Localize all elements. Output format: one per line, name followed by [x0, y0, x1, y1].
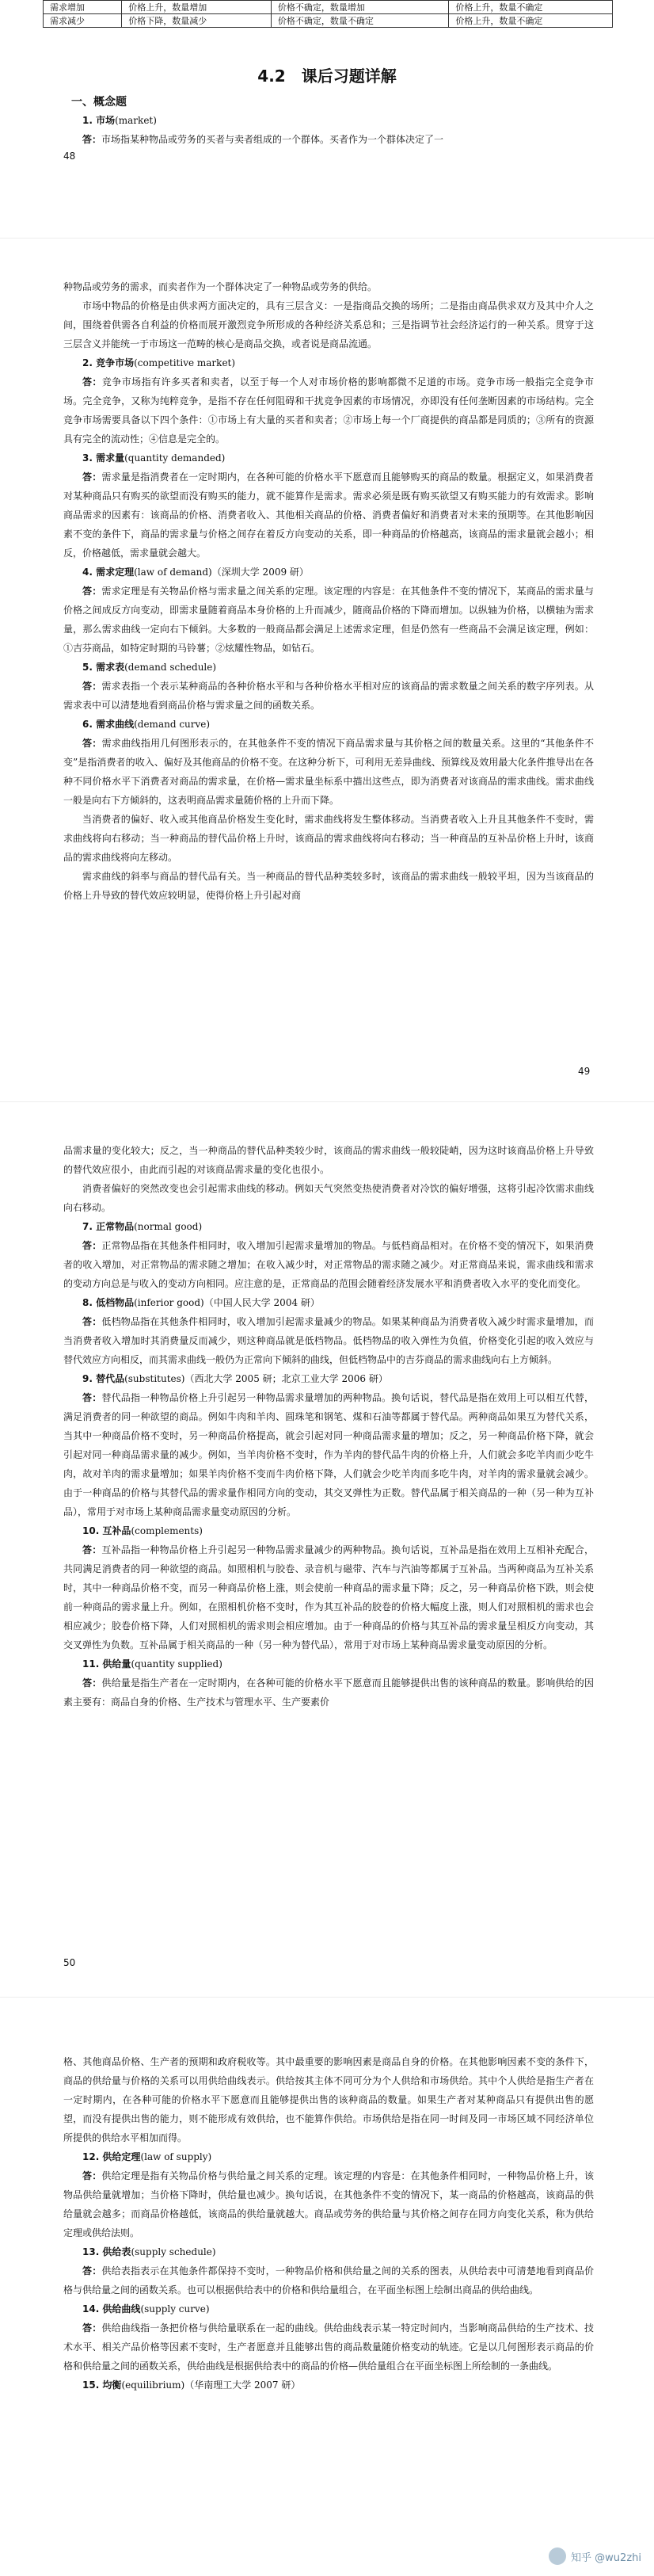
answer-label: 答： [82, 586, 102, 597]
term-heading [63, 1293, 594, 1312]
term-heading [63, 2147, 594, 2166]
answer-text: 低档物品指在其他条件相同时，收入增加引起需求量减少的物品。如果某种商品为消费者收入减少时需求量增加，而当消费者收入增加时其消费量反而减少，则这种商品就是低档物品。低档物品的收入弹性为负值，价格变化引起的收入效应与替代效应方向相反，而其需求曲线一般仍为正常向下倾斜的曲线，但低档物品中的吉芬商品的需求曲线向右上方倾斜。 [63, 1316, 594, 1365]
term-tag: (quantity demanded) [124, 452, 226, 464]
term-heading [63, 563, 594, 582]
answer-paragraph [63, 1236, 594, 1293]
term-heading [63, 448, 594, 467]
term-heading [63, 1217, 594, 1236]
term-title: 11. 供给量 [82, 1658, 131, 1670]
answer-label: 答： [82, 1316, 102, 1327]
term-heading [63, 111, 594, 130]
answer-label: 答： [82, 2322, 102, 2334]
answer-paragraph [63, 1388, 594, 1521]
table-row [44, 1, 613, 14]
page-number: 50 [63, 1957, 76, 1968]
term-tag: (complements) [131, 1525, 203, 1536]
answer-label: 答： [82, 1677, 102, 1689]
answer-label: 答： [82, 1544, 102, 1555]
page-number: 49 [578, 1066, 591, 1077]
paragraph: 种物品或劳务的需求，而卖者作为一个群体决定了一种物品或劳务的供给。 [63, 281, 378, 292]
page-divider [0, 1997, 654, 1998]
term-tag: (law of supply) [140, 2151, 212, 2162]
table-cell: 需求增加 [44, 1, 122, 14]
answer-paragraph [63, 734, 594, 810]
term-title: 7. 正常物品 [82, 1221, 135, 1232]
answer-paragraph [63, 467, 594, 563]
term-heading [63, 353, 594, 372]
answer-text: 供给定理是指有关物品价格与供给量之间关系的定理。该定理的内容是：在其他条件相同时，一种物品价格上升，该物品供给量就增加；当价格下降时，供给量也减少。换句话说，在其他条件不变的情况下，某一商品的价格越高，该商品的供给量就会越多；而商品价格越低，该商品的供给量就越大。商品或劳务的供给量与其价格之间存在同方向变化关系，称为供给定理或供给法则。 [63, 2170, 594, 2238]
term-heading [63, 2242, 594, 2261]
text-block-page48-top [63, 111, 594, 149]
concepts-heading: 一、概念题 [71, 96, 127, 109]
watermark-text: 知乎 @wu2zhi [571, 2551, 641, 2564]
paragraph: 格、其他商品价格、生产者的预期和政府税收等。其中最重要的影响因素是商品自身的价格。在其他影响因素不变的条件下，商品的供给量与价格的关系可以用供给曲线表示。供给按其主体不同可分为个人供给和市场供给。其中个人供给是指生产者在一定时期内，在各种可能的价格水平下愿意而且能够提供出售的该种商品的数量。如果生产者对某种商品只有提供出售的愿望，而没有提供出售的能力，则不能形成有效供给，也不能算作供给。市场供给是指在同一时间及同一市场区域不同经济单位所提供的供给水平相加而得。 [63, 2056, 594, 2143]
answer-paragraph [63, 1673, 594, 1712]
term-heading [63, 1521, 594, 1540]
answer-paragraph [63, 2166, 594, 2242]
table-cell: 价格不确定，数量不确定 [271, 14, 448, 28]
term-title: 8. 低档物品 [82, 1297, 135, 1308]
term-title: 9. 替代品 [82, 1373, 125, 1384]
term-tag: (equilibrium)（华南理工大学 2007 研） [121, 2379, 301, 2391]
answer-text: 市场指某种物品或劳务的买者与卖者组成的一个群体。买者作为一个群体决定了一 [101, 134, 444, 145]
text-block-page50 [63, 1141, 594, 1712]
paragraph: 品需求量的变化较大；反之，当一种商品的替代品种类较少时，该商品的需求曲线一般较陡峭，因为这时该商品价格上升导致的替代效应很小，由此而引起的对该商品需求量的变化也很小。 [63, 1145, 594, 1175]
answer-text: 正常物品指在其他条件相同时，收入增加引起需求量增加的物品。与低档商品相对。在价格不变的情况下，如果消费者的收入增加，对正常物品的需求随之增加；在收入减少时，对正常物品的需求随之减少。对正常商品来说，需求曲线和需求的变动方向总是与收入的变动方向相同。应注意的是，正常商品的范围会随着经济发展水平和消费者收入水平的变化而变化。 [63, 1240, 594, 1289]
table-cell: 价格上升，数量增加 [122, 1, 272, 14]
answer-paragraph [63, 2261, 594, 2299]
term-tag: (substitutes)（西北大学 2005 研；北京工业大学 2006 研） [124, 1373, 388, 1384]
table-cell: 价格上升，数量不确定 [449, 14, 613, 28]
term-title: 12. 供给定理 [82, 2151, 141, 2162]
term-heading [63, 715, 594, 734]
answer-text: 供给量是指生产者在一定时期内，在各种可能的价格水平下愿意而且能够提供出售的该种商品的数量。影响供给的因素主要有：商品自身的价格、生产技术与管理水平、生产要素价 [63, 1677, 594, 1708]
term-tag: (inferior good)（中国人民大学 2004 研） [134, 1297, 320, 1308]
term-title: 5. 需求表 [82, 662, 125, 673]
answer-label: 答： [82, 681, 102, 692]
term-tag: (competitive market) [134, 357, 236, 368]
answer-label: 答： [82, 134, 102, 145]
table-cell: 价格不确定，数量增加 [271, 1, 448, 14]
answer-text: 替代品指一种物品价格上升引起另一种物品需求量增加的两种物品。换句话说，替代品是指在效用上可以相互代替，满足消费者的同一种欲望的商品。例如牛肉和羊肉、圆珠笔和钢笔、煤和石油等都属于替代品。两种商品如果互为替代关系，当其中一种商品价格不变时，另一种商品价格提高，就会引起对同一种商品需求量的增加；反之，另一种商品价格下降，就会引起对同一种商品需求量的减少。例如，当羊肉价格不变时，作为羊肉的替代品牛肉的价格上升，人们就会多吃羊肉而少吃牛肉，故对羊肉的需求量增加；如果羊肉价格不变而牛肉价格下降，人们就会少吃羊肉而多吃牛肉，对羊肉的需求量就会减少。由于一种商品的价格与其替代品的需求量作相同方向的变动，其交叉弹性为正数。替代品属于相关商品的一种（另一种为互补品），常用于对市场上某种商品需求量变动原因的分析。 [63, 1392, 594, 1517]
table-cell: 价格下降，数量减少 [122, 14, 272, 28]
answer-paragraph [63, 677, 594, 715]
comparison-table-fragment [43, 0, 613, 28]
answer-text: 供给曲线指一条把价格与供给量联系在一起的曲线。供给曲线表示某一特定时间内，当影响商品供给的生产技术、技术水平、相关产品价格等因素不变时，生产者愿意并且能够出售的商品数量随价格变动的轨迹。它是以几何图形表示商品的价格和供给量之间的函数关系，供给曲线是根据供给表中的商品的价格—供给量组合在平面坐标图上所绘制的一条曲线。 [63, 2322, 594, 2372]
page-divider [0, 238, 654, 239]
text-block-page51 [63, 2052, 594, 2395]
answer-paragraph [63, 130, 594, 149]
paragraph: 市场中物品的价格是由供求两方面决定的，具有三层含义：一是指商品交换的场所；二是指由商品供求双方及其中介人之间，围绕着供需各自利益的价格而展开激烈竞争所形成的各种经济关系总和；三是指调节社会经济运行的一种关系。贯穿于这三层含义并能统一于市场这一范畴的核心是商品交换，或者说是商品流通。 [63, 300, 594, 349]
term-tag: (market) [115, 115, 157, 126]
answer-paragraph [63, 582, 594, 658]
term-heading [63, 2376, 594, 2395]
answer-text: 供给表指表示在其他条件都保持不变时，一种物品价格和供给量之间的关系的图表，从供给表中可清楚地看到商品价格与供给量之间的函数关系。也可以根据供给表中的价格和供给量组合，在平面坐标图上绘制出商品的供给曲线。 [63, 2265, 594, 2296]
term-title: 1. 市场 [82, 115, 116, 126]
page-divider [0, 1101, 654, 1102]
paragraph: 当消费者的偏好、收入或其他商品价格发生变化时，需求曲线将发生整体移动。当消费者收入上升且其他条件不变时，需求曲线将向右移动；当一种商品的替代品价格上升时，该商品的需求曲线将向右移动；当一种商品的互补品价格上升时，该商品的需求曲线将向左移动。 [63, 814, 594, 863]
term-heading [63, 1654, 594, 1673]
term-tag: (supply schedule) [131, 2246, 216, 2257]
term-tag: (supply curve) [140, 2303, 210, 2315]
answer-label: 答： [82, 1392, 102, 1403]
term-tag: (demand curve) [134, 719, 211, 730]
answer-label: 答： [82, 376, 102, 387]
paragraph: 需求曲线的斜率与商品的替代品有关。当一种商品的替代品种类较多时，该商品的需求曲线一般较平坦，因为当该商品的价格上升导致的替代效应较明显，使得价格上升引起对商 [63, 871, 594, 901]
term-tag: (quantity supplied) [131, 1658, 222, 1670]
answer-label: 答： [82, 738, 102, 749]
answer-text: 互补品指一种物品价格上升引起另一种物品需求量减少的两种物品。换句话说，互补品是指在效用上互相补充配合，共同满足消费者的同一种欲望的商品。如照相机与胶卷、录音机与磁带、汽车与汽油等都属于互补品。当两种商品为互补关系时，其中一种商品价格不变，而另一种商品价格上涨，则会使前一种商品的需求量下降；反之，另一种商品价格下跌，则会使前一种商品的需求量上升。例如，在照相机价格不变时，作为其互补品的胶卷的价格大幅度上涨，则人们对照相机的需求也会相应减少；胶卷价格下降，人们对照相机的需求则会相应增加。由于一种商品的价格与其互补品的需求量呈相反方向变动，其交叉弹性为负数。互补品属于相关商品的一种（另一种为替代品），常用于对市场上某种商品需求量变动原因的分析。 [63, 1544, 594, 1651]
term-title: 6. 需求曲线 [82, 719, 135, 730]
term-title: 2. 竞争市场 [82, 357, 135, 368]
term-heading [63, 658, 594, 677]
answer-label: 答： [82, 2170, 102, 2181]
page-number: 48 [63, 151, 76, 162]
section-title: 4.2 课后习题详解 [257, 67, 397, 86]
answer-paragraph [63, 372, 594, 448]
answer-paragraph [63, 1312, 594, 1369]
table-cell: 需求减少 [44, 14, 122, 28]
answer-label: 答： [82, 1240, 102, 1251]
term-tag: (law of demand)（深圳大学 2009 研） [134, 567, 309, 578]
answer-text: 需求曲线指用几何图形表示的，在其他条件不变的情况下商品需求量与其价格之间的数量关系。这里的“其他条件不变”是指消费者的收入、偏好及其他商品的价格不变。在这种分析下，可利用无差异曲线、预算线及效用最大化条件推导出在各种不同价格水平下消费者对商品的需求量，在价格—需求量坐标系中描出这些点，即为消费者对该商品的需求曲线。需求曲线一般是向右下方倾斜的，这表明商品需求量随价格的上升而下降。 [63, 738, 594, 806]
zhihu-logo-icon [549, 2547, 566, 2565]
answer-text: 需求表指一个表示某种商品的各种价格水平和与各种价格水平相对应的该商品的需求数量之间关系的数字序列表。从需求表中可以清楚地看到商品价格与需求量之间的函数关系。 [63, 681, 594, 711]
term-title: 3. 需求量 [82, 452, 125, 464]
table-row [44, 14, 613, 28]
term-title: 13. 供给表 [82, 2246, 131, 2257]
answer-label: 答： [82, 2265, 102, 2276]
term-title: 14. 供给曲线 [82, 2303, 141, 2315]
answer-paragraph [63, 2318, 594, 2376]
answer-text: 需求量是指消费者在一定时期内，在各种可能的价格水平下愿意而且能够购买的商品的数量。根据定义，如果消费者对某种商品只有购买的欲望而没有购买的能力，就不能算作是需求。需求必须是既有购买欲望又有购买能力的有效需求。影响商品需求的因素有：该商品的价格、消费者收入、其他相关商品的价格、消费者偏好和消费者对未来的预期等。在其他影响因素不变的条件下，商品的需求量与价格之间存在着反方向变动的关系，即一种商品的价格越高，该商品的需求量就会越小；相反，价格越低，需求量就会越大。 [63, 471, 594, 559]
answer-text: 需求定理是有关物品价格与需求量之间关系的定理。该定理的内容是：在其他条件不变的情况下，某商品的需求量与价格之间成反方向变动，即需求量随着商品本身价格的上升而减少，随商品价格的下降而增加。以纵轴为价格，以横轴为需求量，那么需求曲线一定向右下倾斜。大多数的一般商品都会满足上述需求定理，但是仍然有一些商品不会满足该定理，例如：①吉芬商品，如特定时期的马铃薯；②炫耀性物品，如钻石。 [63, 586, 594, 654]
answer-label: 答： [82, 471, 102, 483]
term-tag: (normal good) [134, 1221, 203, 1232]
term-tag: (demand schedule) [124, 662, 217, 673]
term-title: 10. 互补品 [82, 1525, 131, 1536]
answer-paragraph [63, 1540, 594, 1654]
table-cell: 价格上升，数量不确定 [449, 1, 613, 14]
text-block-page49 [63, 277, 594, 905]
term-title: 4. 需求定理 [82, 567, 135, 578]
watermark [549, 2547, 641, 2565]
answer-text: 竞争市场指有许多买者和卖者，以至于每一个人对市场价格的影响都微不足道的市场。竞争市场一般指完全竞争市场。完全竞争，又称为纯粹竞争，是指不存在任何阻碍和干扰竞争因素的市场情况，亦即没有任何垄断因素的市场结构。完全竞争市场需要具备以下四个条件：①市场上有大量的买者和卖者；②市场上每一个厂商提供的商品都是同质的；③所有的资源具有完全的流动性；④信息是完全的。 [63, 376, 594, 445]
term-heading [63, 2299, 594, 2318]
term-title: 15. 均衡 [82, 2379, 122, 2391]
paragraph: 消费者偏好的突然改变也会引起需求曲线的移动。例如天气突然变热使消费者对冷饮的偏好增强，这将引起冷饮需求曲线向右移动。 [63, 1183, 594, 1213]
term-heading [63, 1369, 594, 1388]
